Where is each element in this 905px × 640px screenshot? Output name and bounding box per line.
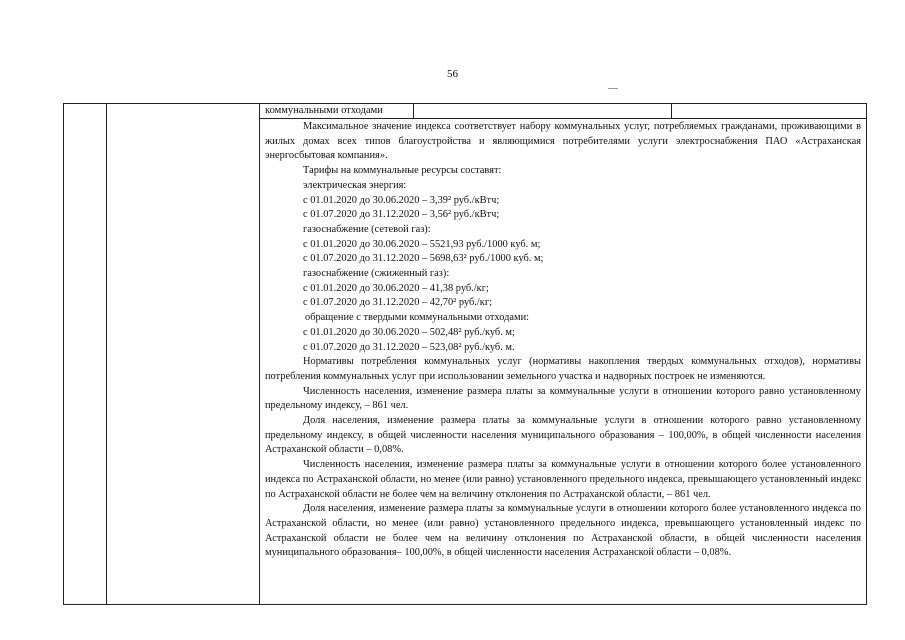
document-paragraph: газоснабжение (сжиженный газ): [303, 268, 450, 280]
top-row-cell-3 [671, 104, 866, 118]
document-paragraph: Численность населения, изменение размера платы за коммунальные услуги в отношении которого равно установленному предельному индексу, – 861 чел. [265, 385, 861, 412]
document-paragraph: Численность населения, изменение размера платы за коммунальные услуги в отношении которого более установленного индекса по Астраханской области, но менее (или равно) установленного предельного индекса, превышающего установленный индекс по Астраханской области не более чем на величину отклонения по Астраханской области, – 861 чел. [265, 459, 861, 500]
table-content-cell [265, 120, 861, 561]
document-paragraph: с 01.07.2020 до 31.12.2020 – 42,70² руб./кг; [303, 297, 492, 309]
document-paragraph: с 01.01.2020 до 30.06.2020 – 502,48² руб./куб. м; [303, 326, 515, 338]
document-paragraph: Максимальное значение индекса соответствует набору коммунальных услуг, потребляемых гражданами, проживающими в жилых домах всех типов благоустройства и являющимися потребителями услуги электроснабжения ПАО «Астраханская энергосбытовая компания». [265, 121, 861, 162]
document-paragraph: Доля населения, изменение размера платы за коммунальные услуги в отношении которого равно установленному предельному индексу, в общей численности населения муниципального образования – 100,00%, в общей численности населения Астраханской области – 0,08%. [265, 415, 861, 456]
document-paragraph: Нормативы потребления коммунальных услуг (нормативы накопления твердых коммунальных отходов), нормативы потребления коммунальных услуг при использовании земельного участка и надворных построек не изменяются. [265, 356, 861, 382]
document-table [63, 103, 867, 605]
scan-artifact [608, 88, 618, 89]
document-paragraph: с 01.07.2020 до 31.12.2020 – 5698,63² руб./1000 куб. м; [303, 253, 544, 265]
table-column-divider [259, 104, 260, 604]
page-number: 56 [447, 68, 458, 80]
top-row-cell-2 [413, 104, 671, 118]
document-paragraph: с 01.01.2020 до 30.06.2020 – 3,39² руб./кВтч; [303, 194, 500, 206]
document-paragraph: с 01.07.2020 до 31.12.2020 – 3,56² руб./кВтч; [303, 209, 500, 221]
table-top-row [259, 104, 866, 119]
document-paragraph: с 01.01.2020 до 30.06.2020 – 5521,93 руб./1000 куб. м; [303, 238, 541, 250]
document-paragraph: Тарифы на коммунальные ресурсы составят: [303, 165, 502, 177]
table-column-divider [106, 104, 107, 604]
document-paragraph: электрическая энергия: [303, 179, 407, 191]
top-row-label-cell: коммунальными отходами [265, 105, 383, 116]
document-paragraph: обращение с твердыми коммунальными отходами: [305, 312, 530, 324]
document-paragraph: с 01.07.2020 до 31.12.2020 – 523,08² руб./куб. м. [303, 341, 515, 353]
document-paragraph: газоснабжение (сетевой газ): [303, 223, 431, 235]
document-paragraph: с 01.01.2020 до 30.06.2020 – 41,38 руб./кг; [303, 282, 489, 294]
document-paragraph: Доля населения, изменение размера платы за коммунальные услуги в отношении которого более установленного индекса по Астраханской области, но менее (или равно) установленного предельного индекса, превышающего установленный индекс по Астраханской области не более чем на величину отклонения по Астраханской области, в общей численности населения муниципального образования– 100,00%, в общей численности населения Астраханской области – 0,08%. [265, 503, 861, 559]
